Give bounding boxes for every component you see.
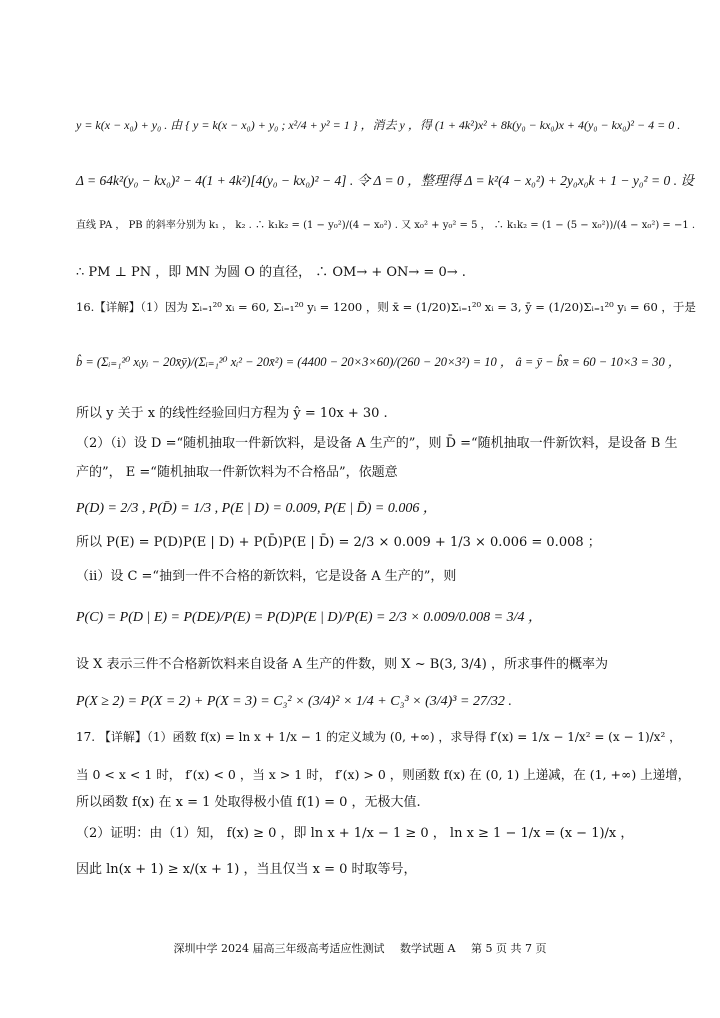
line-13: P(C) = P(D | E) = P(DE)/P(E) = P(D)P(E | D)/P(E) = 2/3 × 0.009/0.008 = 3/4 ，: [76, 610, 542, 625]
line-12: （ii）设 C =“抽到一件不合格的新饮料，它是设备 A 生产的”，则: [76, 569, 457, 584]
line-19: （2）证明：由（1）知， f(x) ≥ 0 ，即 ln x + 1/x − 1 ≥ 0 ， ln x ≥ 1 − 1/x = (x − 1)/x ，: [76, 826, 634, 841]
line-16: 17. 【详解】（1）函数 f(x) = ln x + 1/x − 1 的定义域为 (0, +∞) ，求导得 f′(x) = 1/x − 1/x² = (x − 1)/x² ，: [76, 730, 682, 744]
page-footer: [0, 940, 720, 956]
line-10: P(D) = 2/3 , P(D̄) = 1/3 , P(E | D) = 0.009, P(E | D̄) = 0.006 ，: [76, 501, 437, 516]
line-17: 当 0 < x < 1 时， f′(x) < 0 ，当 x > 1 时， f′(x) > 0 ，则函数 f(x) 在 (0, 1) 上递减，在 (1, +∞) 上递增，: [76, 767, 691, 782]
line-11: 所以 P(E) = P(D)P(E | D) + P(D̄)P(E | D̄) = 2/3 × 0.009 + 1/3 × 0.006 = 0.008 ；: [76, 535, 601, 550]
line-2: Δ = 64k²(y₀ − kx₀)² − 4(1 + 4k²)[4(y₀ − kx₀)² − 4] . 令 Δ = 0 ，整理得 Δ = k²(4 − x₀²) + 2y₀x₀k + 1 − y₀² = 0 . 设: [76, 173, 694, 188]
footer-subject: 数学试题 A: [400, 942, 456, 955]
line-15: P(X ≥ 2) = P(X = 2) + P(X = 3) = C₃² × (3/4)² × 1/4 + C₃³ × (3/4)³ = 27/32 .: [76, 694, 512, 709]
line-3: 直线 PA ， PB 的斜率分别为 k₁ ， k₂ . ∴ k₁k₂ = (1 − y₀²)/(4 − x₀²) . 又 x₀² + y₀² = 5 ， ∴ k₁k₂ = (1 − (5 − x₀²))/(4 − x₀²) = −1 .: [76, 220, 696, 231]
line-20: 因此 ln(x + 1) ≥ x/(x + 1) ，当且仅当 x = 0 时取等号，: [76, 862, 417, 877]
line-9: 产的”， E =“随机抽取一件新饮料为不合格品”，依题意: [76, 465, 398, 480]
line-14: 设 X 表示三件不合格新饮料来自设备 A 生产的件数，则 X ~ B(3, 3/4) ，所求事件的概率为: [76, 657, 609, 672]
line-18: 所以函数 f(x) 在 x = 1 处取得极小值 f(1) = 0 ，无极大值.: [76, 795, 421, 810]
footer-exam: 深圳中学 2024 届高三年级高考适应性测试: [173, 942, 385, 955]
line-7: 所以 y 关于 x 的线性经验回归方程为 ŷ = 10x + 30 .: [76, 406, 388, 421]
line-8: （2）（i）设 D =“随机抽取一件新饮料，是设备 A 生产的”，则 D̄ =“随机抽取一件新饮料，是设备 B 生: [76, 436, 678, 451]
line-5: 16.【详解】（1）因为 Σᵢ₌₁²⁰ xᵢ = 60, Σᵢ₌₁²⁰ yᵢ = 1200 ，则 x̄ = (1/20)Σᵢ₌₁²⁰ xᵢ = 3, ȳ = (1/20)Σᵢ₌₁²⁰ yᵢ = 60 ，于是: [76, 300, 696, 314]
footer-page-number: 第 5 页 共 7 页: [470, 942, 547, 955]
line-6: b̂ = (Σᵢ₌₁²⁰ xᵢyᵢ − 20x̄ȳ)/(Σᵢ₌₁²⁰ xᵢ² − 20x̄²) = (4400 − 20×3×60)/(260 − 20×3²) = 10 ， â = ȳ − b̂x̄ = 60 − 10×3 = 30 ，: [76, 355, 681, 369]
line-1: y = k(x − x₀) + y₀ . 由 { y = k(x − x₀) + y₀ ; x²/4 + y² = 1 } ，消去 y ，得 (1 + 4k²)x² + 8k(y₀ − kx₀)x + 4(y₀ − kx₀)² − 4 = 0 .: [76, 118, 681, 132]
line-4: ∴ PM ⊥ PN ，即 MN 为圆 O 的直径， ∴ OM→ + ON→ = 0→ .: [76, 265, 466, 280]
